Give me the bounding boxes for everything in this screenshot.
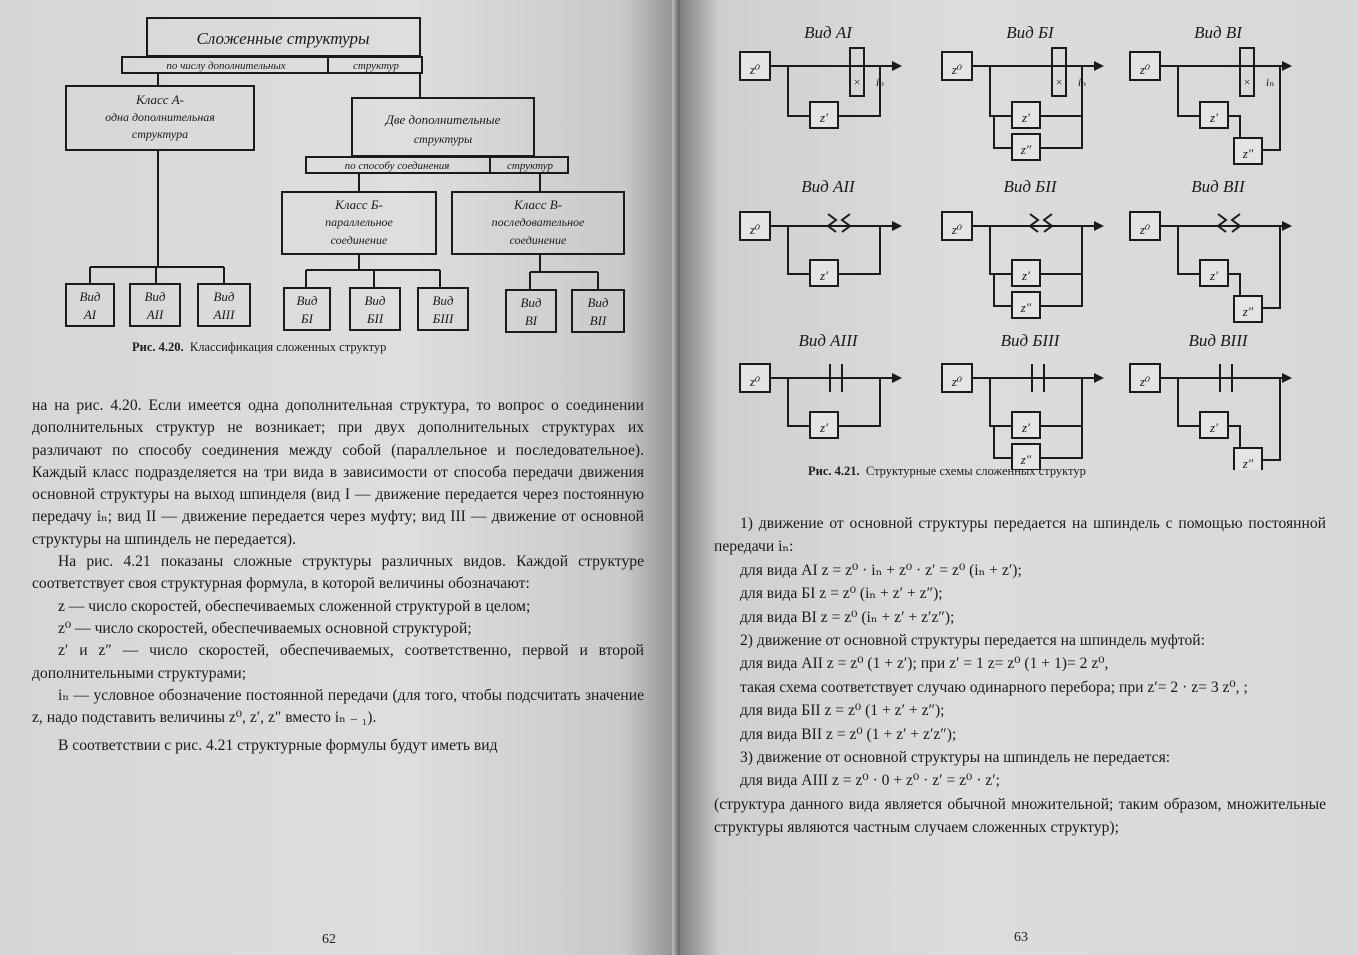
in-label: iₙ — [1077, 75, 1087, 89]
scheme-title: Вид АII — [801, 177, 855, 196]
z1-box-label: z′ — [820, 110, 828, 125]
page-number: 62 — [322, 932, 336, 947]
scheme-3 — [740, 177, 902, 286]
svg-text:по числу дополнительных: по числу дополнительных — [166, 60, 286, 72]
definition-item: z⁰ — число скоростей, обеспечиваемых основной структурой; — [58, 619, 472, 637]
z1-box-label: z′ — [1022, 110, 1030, 125]
svg-text:структура: структура — [131, 127, 189, 141]
in-label: iₙ — [1265, 75, 1275, 89]
svg-text:Вид: Вид — [144, 289, 166, 304]
left-page-body — [32, 395, 644, 758]
z2-box-label: z″ — [1242, 146, 1254, 161]
gear-mark: × — [1054, 75, 1064, 89]
gear-mark: × — [1242, 75, 1252, 89]
structure-diagrams — [680, 0, 1358, 470]
page-number: 63 — [1014, 930, 1028, 945]
page-62 — [0, 0, 678, 955]
scheme-0 — [740, 23, 902, 128]
figure-caption-4-20: Рис. 4.20. Классификация сложенных структур — [132, 340, 387, 354]
svg-text:Вид: Вид — [432, 293, 454, 308]
formula-line: 2) движение от основной структуры передается на шпиндель муфтой: — [740, 632, 1205, 650]
z1-box-label: z′ — [1210, 268, 1218, 283]
scheme-title: Вид АIII — [798, 331, 858, 350]
z1-box-label: z′ — [1210, 420, 1218, 435]
formula-line: такая схема соответствует случаю одинарного перебора; при z′= 2 · z= 3 z⁰, ; — [740, 678, 1248, 696]
svg-text:по способу соединения: по способу соединения — [344, 160, 450, 172]
scheme-6 — [740, 331, 902, 438]
svg-text:БI: БI — [301, 311, 313, 326]
svg-text:структур: структур — [507, 160, 553, 172]
scheme-title: Вид БII — [1003, 177, 1057, 196]
gear-mark: × — [852, 75, 862, 89]
scheme-4 — [942, 177, 1104, 318]
formula-line: (структура данного вида является обычной множительной; таким образом, множительные структуры являются частным случаем сложенных структур); — [714, 795, 1326, 837]
formula-line: 3) движение от основной структуры на шпиндель не передается: — [740, 749, 1171, 767]
figure-caption-4-21: Рис. 4.21. Структурные схемы сложенных структур — [808, 464, 1086, 478]
scheme-1 — [942, 23, 1104, 160]
svg-text:Вид: Вид — [520, 295, 542, 310]
z0-box-label: z⁰ — [749, 222, 761, 237]
formula-line: для вида ВII z = z⁰ (1 + z′ + z′z″); — [740, 725, 957, 743]
formula-line: для вида АII z = z⁰ (1 + z′); при z′ = 1 z= z⁰ (1 + 1)= 2 z⁰, — [740, 655, 1109, 673]
z0-box-label: z⁰ — [951, 374, 963, 389]
paragraph: В соответствии с рис. 4.21 структурные формулы будут иметь вид — [58, 737, 498, 755]
scheme-title: Вид ВI — [1194, 23, 1242, 42]
svg-text:одна дополнительная: одна дополнительная — [105, 110, 215, 124]
svg-text:последовательное: последовательное — [491, 215, 585, 229]
paragraph: На рис. 4.21 показаны сложные структуры различных видов. Каждой структуре соответствует своя структурная формула, в которой величины обозначают: — [32, 553, 644, 593]
definition-item: iₙ — условное обозначение постоянной передачи (для того, чтобы подсчитать значение z, надо подставить величины z⁰, z′, z″ вместо iₙ ₋ ₁). — [32, 686, 644, 727]
z2-box-label: z″ — [1242, 304, 1254, 319]
svg-text:АI: АI — [83, 307, 97, 322]
svg-text:Вид: Вид — [213, 289, 235, 304]
svg-text:структур: структур — [353, 60, 399, 72]
page-63 — [680, 0, 1358, 955]
z0-box-label: z⁰ — [1139, 222, 1151, 237]
z1-box-label: z′ — [1022, 420, 1030, 435]
svg-text:Вид: Вид — [587, 295, 609, 310]
svg-text:ВI: ВI — [524, 313, 538, 328]
svg-text:Класс А-: Класс А- — [135, 92, 185, 107]
svg-text:соединение: соединение — [330, 233, 388, 247]
definition-item: z′ и z″ — число скоростей, обеспечиваемых, соответственно, первой и второй дополнительными структурами; — [32, 642, 644, 682]
formula-line: для вида АI z = z⁰ · iₙ + z⁰ · z′ = z⁰ (iₙ + z′); — [740, 561, 1022, 579]
scheme-title: Вид АI — [804, 23, 852, 42]
svg-text:Две дополнительные: Две дополнительные — [385, 112, 501, 127]
svg-text:Класс В-: Класс В- — [513, 197, 563, 212]
z2-box-label: z″ — [1020, 452, 1032, 467]
right-page-body — [714, 512, 1326, 840]
scheme-8 — [1130, 331, 1292, 470]
z1-box-label: z′ — [1210, 110, 1218, 125]
formula-line: для вида АIII z = z⁰ · 0 + z⁰ · z′ = z⁰ · z′; — [740, 772, 1000, 790]
scheme-2 — [1130, 23, 1292, 164]
paragraph: на на рис. 4.20. Если имеется одна дополнительная структура, то вопрос о соединении дополнительных структур не возникает; при двух дополнительных структурах их различают по способу соединения между собой (параллельное и последовательное). Каждый класс подразделяется на три вида в зависимости от способа передачи движения основной структуры на выход шпинделя (вид I — движение передается через постоянную передачу iₙ; вид II — движение передается через муфту; вид III — движение от основной структуры на шпиндель не передается). — [32, 397, 644, 548]
z1-box-label: z′ — [820, 268, 828, 283]
svg-text:соединение: соединение — [509, 233, 567, 247]
z1-box-label: z′ — [1022, 268, 1030, 283]
scheme-7 — [942, 331, 1104, 470]
z0-box-label: z⁰ — [1139, 62, 1151, 77]
svg-text:структуры: структуры — [413, 132, 473, 146]
z0-box-label: z⁰ — [951, 222, 963, 237]
z2-box-label: z″ — [1020, 142, 1032, 157]
two-extra-box — [352, 98, 534, 156]
formula-line: для вида ВI z = z⁰ (iₙ + z′ + z′z″); — [740, 608, 955, 626]
z1-box-label: z′ — [820, 420, 828, 435]
svg-text:Вид: Вид — [296, 293, 318, 308]
definition-item: z — число скоростей, обеспечиваемых сложенной структурой в целом; — [58, 597, 531, 615]
classification-tree — [0, 0, 678, 380]
z0-box-label: z⁰ — [951, 62, 963, 77]
scheme-title: Вид ВII — [1191, 177, 1245, 196]
svg-text:Класс Б-: Класс Б- — [335, 197, 383, 212]
svg-text:Вид: Вид — [79, 289, 101, 304]
svg-text:БIII: БIII — [432, 311, 454, 326]
scheme-title: Вид БI — [1006, 23, 1054, 42]
scheme-title: Вид БIII — [1000, 331, 1060, 350]
formula-line: 1) движение от основной структуры передается на шпиндель с помощью постоянной передачи iₙ: — [714, 515, 1326, 556]
scheme-title: Вид ВIII — [1188, 331, 1248, 350]
scheme-5 — [1130, 177, 1292, 322]
z2-box-label: z″ — [1020, 300, 1032, 315]
formula-line: для вида БII z = z⁰ (1 + z′ + z″); — [740, 702, 945, 720]
in-label: iₙ — [875, 75, 885, 89]
z2-box-label: z″ — [1242, 456, 1254, 470]
svg-text:БII: БII — [366, 311, 384, 326]
svg-text:параллельное: параллельное — [325, 215, 393, 229]
formula-line: для вида БI z = z⁰ (iₙ + z′ + z″); — [740, 585, 943, 603]
z0-box-label: z⁰ — [749, 374, 761, 389]
svg-text:АII: АII — [146, 307, 164, 322]
z0-box-label: z⁰ — [1139, 374, 1151, 389]
tree-root-text: Сложенные структуры — [196, 29, 370, 48]
svg-text:ВII: ВII — [589, 313, 607, 328]
svg-text:АIII: АIII — [213, 307, 235, 322]
svg-text:Вид: Вид — [364, 293, 386, 308]
z0-box-label: z⁰ — [749, 62, 761, 77]
